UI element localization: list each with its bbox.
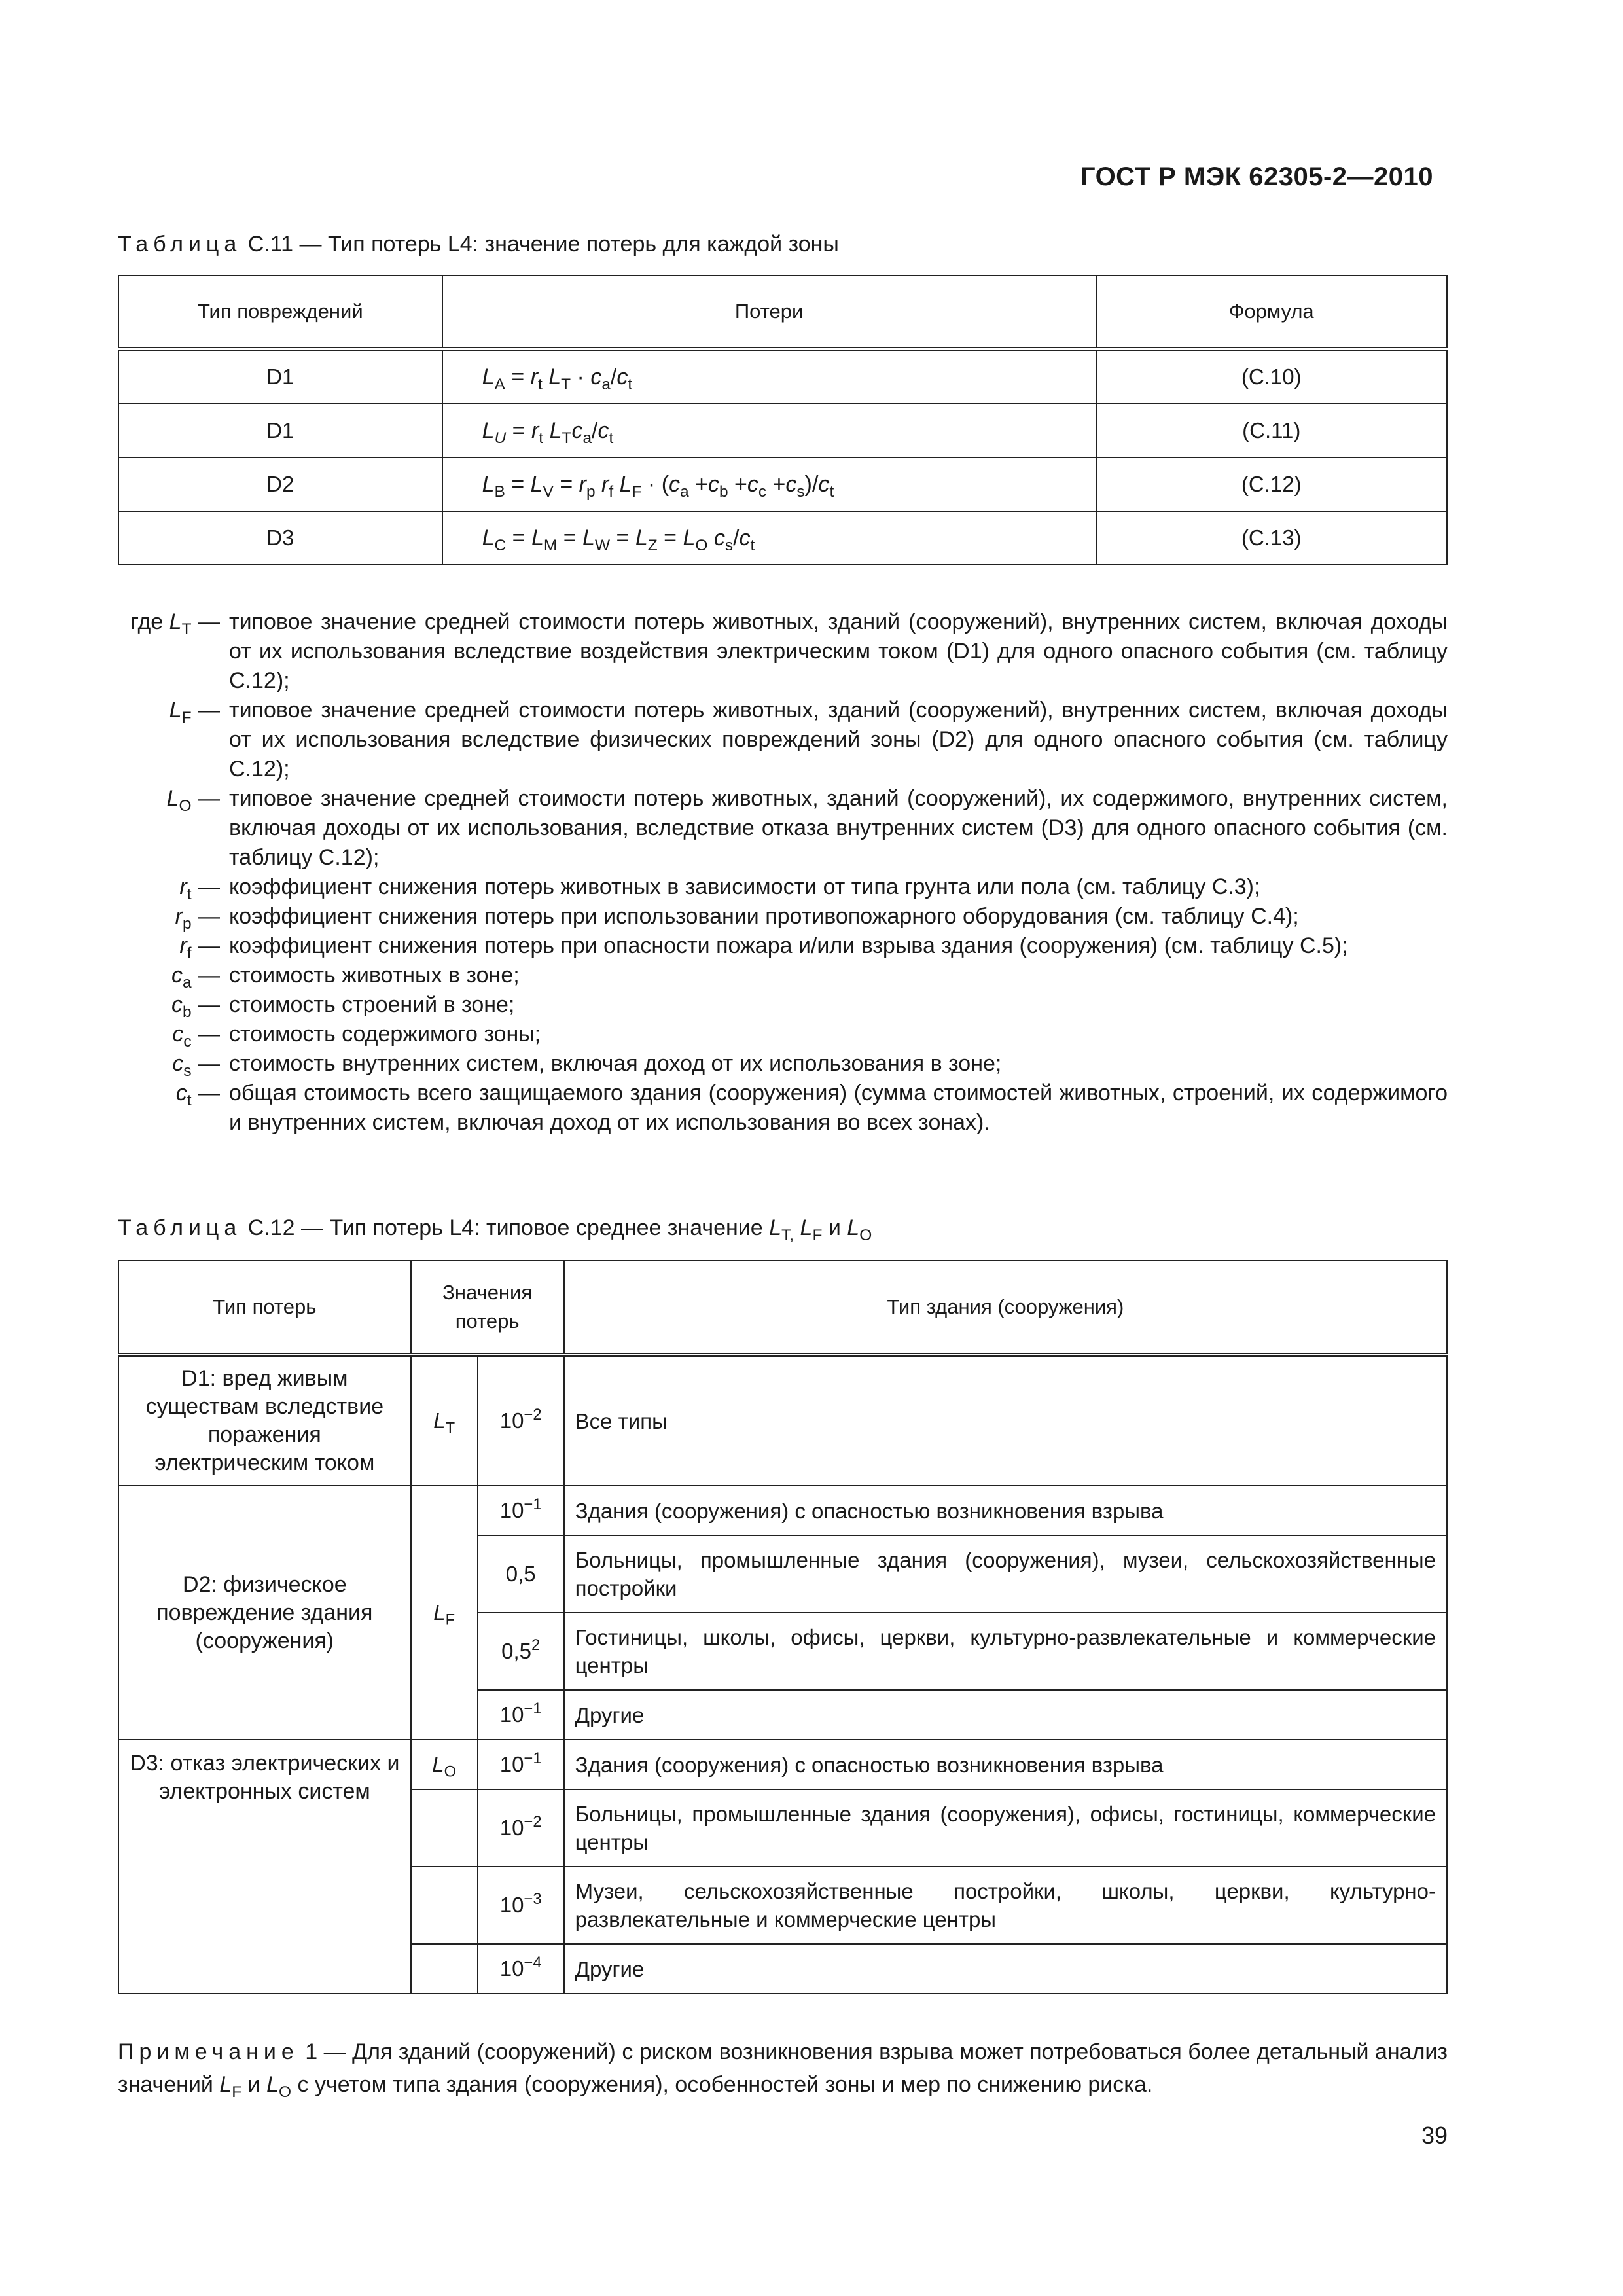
building-type-cell: Здания (сооружения) с опасностью возникновения взрыва (564, 1486, 1447, 1535)
formula-id-cell: (С.12) (1096, 457, 1448, 511)
symbol-LF: $L_F$ (411, 1486, 478, 1740)
damage-cell: D2 (118, 457, 442, 511)
note-text-a: 1 — Для зданий (сооружений) с риском возникновения взрыва может потребоваться более детальный анализ значений (118, 2039, 1448, 2097)
building-type-cell: Другие (564, 1690, 1447, 1740)
note-text-b: с учетом типа здания (сооружения), особенностей зоны и мер по снижению риска. (291, 2072, 1153, 2097)
table-c12 (118, 1260, 1448, 1994)
legend-item-LF: $L_F$ — типовое значение средней стоимости потерь животных, зданий (сооружений), внутренних систем, включая доходы от их использования вследствие физических повреждений зоны (D2) для одного опасного события (см. таблицу С.12); (118, 696, 1448, 784)
legend-item-ct: $c_t$ — общая стоимость всего защищаемого здания (сооружения) (сумма стоимостей животных, строений, их содержимого и внутренних систем, включая доход от их использования во всех зонах). (118, 1079, 1448, 1138)
legend-text: стоимость содержимого зоны; (229, 1022, 541, 1047)
caption-word: Таблица (118, 232, 242, 257)
value-cell: $10^{-4}$ (478, 1944, 564, 1994)
legend-item-LO: $L_O$ — типовое значение средней стоимости потерь животных, зданий (сооружений), их содержимого, внутренних систем, включая доходы от их использования, вследствие отказа внутренних систем (D3) для одного опасного события (см. таблицу С.12); (118, 784, 1448, 872)
value-cell: $10^{-2}$ (478, 1789, 564, 1867)
legend-item-rt: $r_t$ — коэффициент снижения потерь животных в зависимости от типа грунта или пола (см. таблицу С.3); (118, 872, 1448, 902)
caption-text: С.12 — Тип потерь L4: типовое среднее значение (241, 1215, 770, 1240)
document-code: ГОСТ Р МЭК 62305-2—2010 (1080, 162, 1433, 191)
note-word: Примечание (118, 2039, 299, 2064)
damage-cell: D3 (118, 511, 442, 565)
col-header-values: Значения потерь (411, 1261, 564, 1355)
table-c12-caption: Таблица С.12 — Тип потерь L4: типовое среднее значение $L_{T,}$ $L_F$ и $L_O$ (118, 1215, 872, 1244)
formula-id-cell: (С.13) (1096, 511, 1448, 565)
note-text-and: и (241, 2072, 267, 2097)
legend-text: коэффициент снижения потерь животных в зависимости от типа грунта или пола (см. таблицу С.3); (229, 874, 1260, 899)
legend-text: стоимость внутренних систем, включая доход от их использования в зоне; (229, 1051, 1002, 1076)
legend-item-cc: $c_c$ — стоимость содержимого зоны; (118, 1020, 1448, 1049)
value-cell: $10^{-3}$ (478, 1867, 564, 1944)
legend-text: типовое значение средней стоимости потерь животных, зданий (сооружений), внутренних систем, включая доходы от их использования вследствие физических повреждений зоны (D2) для одного опасного события (см. таблицу С.12); (229, 698, 1448, 781)
col-header-loss-type: Тип потерь (118, 1261, 411, 1355)
legend-text: стоимость животных в зоне; (229, 963, 520, 988)
table-row (118, 1740, 1447, 1789)
empty-symbol-cell (411, 1789, 478, 1867)
value-cell: $10^{-1}$ (478, 1740, 564, 1789)
loss-type-d2: D2: физическое повреждение здания (сооружения) (118, 1486, 411, 1740)
legend-text: стоимость строений в зоне; (229, 992, 515, 1017)
table-c11 (118, 275, 1448, 565)
legend-text: типовое значение средней стоимости потерь животных, зданий (сооружений), их содержимого, внутренних систем, включая доходы от их использования, вследствие отказа внутренних систем (D3) для одного опасного события (см. таблицу С.12); (229, 786, 1448, 870)
building-type-cell: Музеи, сельскохозяйственные постройки, школы, церкви, культурно-развлекательные и коммерческие центры (564, 1867, 1447, 1944)
formula-cell: $L_A = r_t$ $L_T \cdot c_a/c_t$ (442, 349, 1096, 404)
legend-item-cb: $c_b$ — стоимость строений в зоне; (118, 990, 1448, 1020)
building-type-cell: Здания (сооружения) с опасностью возникновения взрыва (564, 1740, 1447, 1789)
symbol-LT: $L_T$ (411, 1355, 478, 1486)
legend-item-rp: $r_p$ — коэффициент снижения потерь при использовании противопожарного оборудования (см. таблицу С.4); (118, 902, 1448, 931)
where-word: где (130, 609, 164, 634)
legend-text: коэффициент снижения потерь при использовании противопожарного оборудования (см. таблицу С.4); (229, 904, 1299, 929)
legend-item-cs: $c_s$ — стоимость внутренних систем, включая доход от их использования в зоне; (118, 1049, 1448, 1079)
col-header-formula: Формула (1096, 276, 1448, 349)
table-row (118, 1355, 1447, 1486)
value-cell: $10^{-1}$ (478, 1486, 564, 1535)
legend-text: коэффициент снижения потерь при опасности пожара и/или взрыва здания (сооружения) (см. таблицу С.5); (229, 933, 1348, 958)
col-header-losses: Потери (442, 276, 1096, 349)
table-row (118, 457, 1447, 511)
legend-item-rf: $r_f$ — коэффициент снижения потерь при опасности пожара и/или взрыва здания (сооружения) (см. таблицу С.5); (118, 931, 1448, 961)
table-row (118, 511, 1447, 565)
caption-word: Таблица (118, 1215, 242, 1240)
formula-id-cell: (С.11) (1096, 404, 1448, 457)
damage-cell: D1 (118, 349, 442, 404)
legend-text: общая стоимость всего защищаемого здания (сооружения) (сумма стоимостей животных, строений, их содержимого и внутренних систем, включая доход от их использования во всех зонах). (229, 1081, 1448, 1135)
col-header-damage: Тип повреждений (118, 276, 442, 349)
col-header-building-type: Тип здания (сооружения) (564, 1261, 1447, 1355)
table-c11-caption (118, 232, 839, 257)
value-cell: 0,5 (478, 1535, 564, 1613)
empty-symbol-cell (411, 1867, 478, 1944)
building-type-cell: Гостиницы, школы, офисы, церкви, культурно-развлекательные и коммерческие центры (564, 1613, 1447, 1690)
formula-id-cell: (С.10) (1096, 349, 1448, 404)
legend-item-LT: где $L_T$ — типовое значение средней стоимости потерь животных, зданий (сооружений), внутренних систем, включая доходы от их использования вследствие воздействия электрическим током (D1) для одного опасного события (см. таблицу С.12); (118, 607, 1448, 696)
value-cell: $10^{-2}$ (478, 1355, 564, 1486)
symbol-legend (118, 607, 1448, 1138)
note: Примечание 1 — Для зданий (сооружений) с риском возникновения взрыва может потребоваться более детальный анализ значений $L_F$ и $L_O$ с учетом типа здания (сооружения), особенностей зоны и мер по снижению риска. (118, 2039, 1448, 2101)
building-type-cell: Все типы (564, 1355, 1447, 1486)
formula-cell: $L_U = r_t$ $L_Tc_a/c_t$ (442, 404, 1096, 457)
legend-item-ca: $c_a$ — стоимость животных в зоне; (118, 961, 1448, 990)
loss-type-d3: D3: отказ электрических и электронных систем (118, 1740, 411, 1994)
value-cell: $10^{-1}$ (478, 1690, 564, 1740)
building-type-cell: Больницы, промышленные здания (сооружения), музеи, сельскохозяйственные постройки (564, 1535, 1447, 1613)
caption-and: и (822, 1215, 847, 1240)
table-row (118, 404, 1447, 457)
table-row (118, 1486, 1447, 1535)
value-cell: $0,5^2$ (478, 1613, 564, 1690)
formula-cell: $L_B = L_V = r_p$ $r_f$ $L_F \cdot (c_a +c_b +c_c +c_s)/c_t$ (442, 457, 1096, 511)
symbol-LO: $L_O$ (411, 1740, 478, 1789)
table-row (118, 349, 1447, 404)
loss-type-d1: D1: вред живым существам вследствие поражения электрическим током (118, 1355, 411, 1486)
page-number: 39 (1421, 2122, 1448, 2149)
legend-text: типовое значение средней стоимости потерь животных, зданий (сооружений), внутренних систем, включая доходы от их использования вследствие воздействия электрическим током (D1) для одного опасного события (см. таблицу С.12); (229, 609, 1448, 693)
damage-cell: D1 (118, 404, 442, 457)
building-type-cell: Другие (564, 1944, 1447, 1994)
caption-text: С.11 — Тип потерь L4: значение потерь для каждой зоны (241, 232, 839, 257)
building-type-cell: Больницы, промышленные здания (сооружения), офисы, гостиницы, коммерческие центры (564, 1789, 1447, 1867)
formula-cell: $L_C = L_M = L_W = L_Z = L_O$ $c_s/c_t$ (442, 511, 1096, 565)
empty-symbol-cell (411, 1944, 478, 1994)
